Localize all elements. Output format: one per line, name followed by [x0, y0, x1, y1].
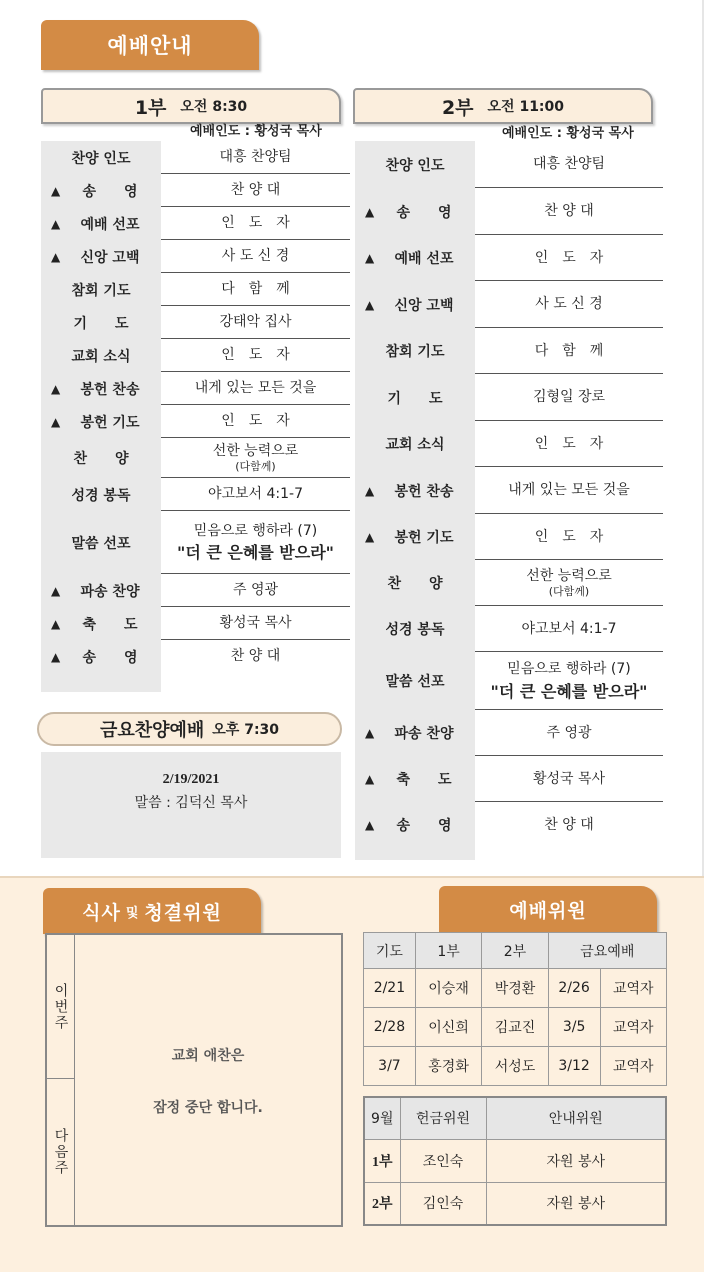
order-row [41, 306, 350, 339]
order-value-text: 내게 있는 모든 것을 [194, 380, 317, 397]
usher-row [364, 1139, 666, 1182]
order-label [41, 339, 161, 372]
order-label-text: 교회 소식 [385, 437, 445, 453]
order-label [355, 710, 475, 756]
order-value-text: 인 도 자 [221, 215, 290, 232]
order-row [41, 339, 350, 372]
triangle-icon: ▲ [51, 649, 61, 664]
committee-cell: 홍경화 [415, 1047, 481, 1086]
order-value-text: 인 도 자 [221, 347, 290, 364]
order-label [41, 574, 161, 607]
friday-speaker: 말씀 : 김덕신 목사 [134, 795, 248, 811]
triangle-icon: ▲ [51, 616, 61, 631]
triangle-icon: ▲ [51, 216, 61, 231]
order-row [355, 328, 663, 374]
order-label-text: 축 도 [396, 772, 452, 788]
service2-tab [353, 88, 653, 124]
order-value [161, 248, 350, 265]
order-value-text: 사 도 신 경 [221, 248, 290, 265]
order-row [355, 467, 663, 514]
committee-row [364, 1008, 667, 1047]
meal-title-main: 식사 [82, 901, 121, 924]
order-label [41, 273, 161, 306]
order-row [41, 640, 350, 673]
usher-header: 안내위원 [486, 1097, 666, 1139]
committee-cell: 서성도 [482, 1047, 548, 1086]
order-value [161, 413, 350, 430]
order-value-text: 김형일 장로 [532, 389, 606, 406]
service2-title: 2부 [441, 96, 474, 119]
order-value [161, 443, 350, 473]
committee-cell: 3/12 [548, 1047, 600, 1086]
order-label-text: 참회 기도 [71, 282, 131, 299]
order-value [475, 568, 663, 598]
order-row [41, 240, 350, 273]
order-value [475, 156, 663, 173]
committee-title-text: 예배위원 [509, 899, 587, 922]
meal-notice [75, 935, 341, 1225]
order-label-text: 성경 봉독 [71, 487, 131, 504]
order-label-text: 찬 양 [73, 451, 129, 467]
order-row [41, 438, 350, 478]
committee-section [0, 876, 704, 1272]
triangle-icon: ▲ [365, 483, 375, 498]
triangle-icon: ▲ [365, 297, 375, 312]
order-value-text: 인 도 자 [534, 528, 604, 545]
order-row [41, 607, 350, 640]
order-row [355, 606, 663, 652]
order-value [161, 182, 350, 199]
order-value [161, 615, 350, 632]
triangle-icon: ▲ [365, 772, 375, 786]
order-value-text: 찬 양 대 [230, 648, 281, 665]
service2-time: 오전 11:00 [487, 99, 565, 115]
usher-cell: 자원 봉사 [486, 1139, 666, 1182]
order-value [161, 486, 350, 503]
order-value-text: 강태악 집사 [219, 314, 292, 331]
triangle-icon: ▲ [51, 183, 61, 198]
order-label [41, 240, 161, 273]
order-row [355, 235, 663, 281]
order-label [41, 438, 161, 478]
committee-header: 기도 [364, 933, 416, 969]
sermon-title: "더 큰 은혜를 받으라" [176, 543, 335, 563]
order-label-text: 신앙 고백 [394, 297, 454, 314]
order-row [41, 141, 350, 174]
worship-guide-title-text: 예배안내 [107, 34, 193, 58]
order-label-text: 찬 양 [387, 576, 443, 592]
order-value-text: 믿음으로 행하라 (7) [193, 522, 318, 539]
service2-leader: 예배인도 : 황성국 목사 [502, 126, 634, 141]
order-value-text: 인 도 자 [534, 249, 604, 266]
order-label [355, 802, 475, 848]
order-label [41, 405, 161, 438]
order-value [161, 582, 350, 599]
order-value-sub: (다함께) [548, 584, 590, 598]
order-label-text: 파송 찬양 [394, 726, 454, 742]
order-label-text: 송 영 [396, 204, 452, 221]
meal-title-and: 및 [125, 905, 140, 921]
triangle-icon: ▲ [51, 249, 61, 264]
part-cell: 1부 [364, 1139, 400, 1182]
triangle-icon: ▲ [365, 726, 375, 740]
order-label-text: 봉헌 기도 [80, 414, 140, 431]
order-label-text: 예배 선포 [80, 216, 140, 233]
order-label [41, 207, 161, 240]
order-value [475, 529, 663, 546]
order-value [161, 149, 350, 166]
order-value [475, 250, 663, 267]
order-value-sub: (다함께) [235, 459, 276, 473]
order-value-text: 대흥 찬양팀 [532, 156, 606, 173]
order-value [161, 648, 350, 665]
order-label [355, 188, 475, 235]
order-value [161, 281, 350, 298]
order-value-text: 다 함 께 [534, 342, 604, 359]
order-label [41, 640, 161, 673]
order-value [161, 215, 350, 232]
triangle-icon: ▲ [51, 381, 61, 396]
order-value-text: 다 함 께 [221, 281, 290, 298]
triangle-icon: ▲ [365, 251, 375, 265]
committee-cell: 김교진 [482, 1008, 548, 1047]
order-value [161, 380, 350, 397]
order-row [355, 756, 663, 802]
order-row [355, 710, 663, 756]
committee-header: 1부 [415, 933, 481, 969]
order-label-text: 찬양 인도 [385, 157, 445, 174]
order-value-text: 선한 능력으로 [212, 443, 299, 459]
order-row [355, 188, 663, 235]
sermon-title: "더 큰 은혜를 받으라" [490, 681, 648, 701]
order-value-text: 인 도 자 [534, 435, 604, 452]
order-label [41, 511, 161, 574]
order-value [161, 314, 350, 331]
usher-table [363, 1096, 667, 1226]
order-label-text: 찬양 인도 [71, 150, 131, 167]
committee-cell: 2/21 [364, 969, 416, 1008]
order-label [355, 374, 475, 421]
order-row [41, 511, 350, 574]
order-label-text: 송 영 [82, 649, 138, 666]
order-value-text: 사 도 신 경 [535, 296, 603, 313]
friday-worship-title [37, 712, 342, 746]
order-label [41, 174, 161, 207]
order-row [41, 273, 350, 306]
order-value [161, 523, 350, 563]
committee-row [364, 1047, 667, 1086]
order-value-text: 내게 있는 모든 것을 [508, 482, 630, 499]
order-row [41, 207, 350, 240]
order-label [355, 756, 475, 802]
order-label-text: 축 도 [82, 616, 138, 633]
committee-header: 금요예배 [548, 933, 666, 969]
order-label [41, 141, 161, 174]
service1-title: 1부 [134, 96, 167, 119]
committee-cell: 교역자 [600, 1047, 666, 1086]
this-week-cell [47, 935, 75, 1079]
order-value-text: 황성국 목사 [532, 770, 606, 787]
usher-cell: 자원 봉사 [486, 1182, 666, 1225]
order-value-text: 대흥 찬양팀 [219, 149, 292, 166]
service1-leader: 예배인도 : 황성국 목사 [190, 124, 322, 139]
month-header: 9월 [364, 1097, 400, 1139]
order-label-text: 송 영 [82, 183, 138, 200]
order-value-text: 찬 양 대 [230, 182, 281, 199]
order-row [41, 174, 350, 207]
order-value-text: 믿음으로 행하라 (7) [507, 661, 631, 677]
order-row [355, 652, 663, 710]
friday-date: 2/19/2021 [162, 772, 220, 787]
order-label-text: 기 도 [73, 315, 129, 332]
order-value [475, 389, 663, 406]
committee-cell: 박경환 [482, 969, 548, 1008]
offering-cell: 김인숙 [400, 1182, 486, 1225]
order-value-text: 황성국 목사 [219, 615, 292, 632]
order-value [475, 771, 663, 788]
committee-cell: 교역자 [600, 969, 666, 1008]
order-value-text: 야고보서 4:1-7 [521, 620, 617, 637]
committee-cell: 교역자 [600, 1008, 666, 1047]
friday-time: 오후 7:30 [212, 722, 280, 738]
offering-cell: 조인숙 [400, 1139, 486, 1182]
meal-committee-title [43, 888, 261, 934]
order-value [475, 661, 663, 701]
service1-tab [41, 88, 341, 124]
order-label [41, 306, 161, 339]
order-label [355, 606, 475, 652]
order-label [355, 235, 475, 281]
order-value [475, 203, 663, 220]
order-label [355, 421, 475, 467]
order-label-text: 말씀 선포 [385, 674, 445, 690]
order-label [355, 328, 475, 374]
order-row [355, 421, 663, 467]
committee-cell: 이신희 [415, 1008, 481, 1047]
committee-cell: 2/26 [548, 969, 600, 1008]
order-value [161, 347, 350, 364]
order-row [355, 281, 663, 328]
order-value-text: 야고보서 4:1-7 [207, 486, 304, 503]
order-row [41, 405, 350, 438]
order-label-text: 봉헌 찬송 [80, 381, 140, 398]
this-week-label: 이번주 [52, 982, 69, 1031]
order-label-text: 교회 소식 [71, 348, 131, 365]
order-row [355, 802, 663, 848]
order-label-text: 송 영 [396, 818, 452, 834]
order-label [41, 607, 161, 640]
order-label-text: 말씀 선포 [71, 535, 131, 552]
order-label-text: 기 도 [387, 390, 443, 407]
meal-box [45, 933, 343, 1227]
order-label [41, 478, 161, 511]
order-value-text: 찬 양 대 [544, 203, 594, 220]
order-label-text: 예배 선포 [394, 251, 454, 267]
committee-title [439, 886, 657, 932]
order-label [355, 141, 475, 188]
order-value-text: 인 도 자 [221, 413, 290, 430]
triangle-icon: ▲ [51, 414, 61, 429]
order-label-text: 성경 봉독 [385, 622, 445, 638]
triangle-icon: ▲ [365, 818, 375, 832]
order-label-text: 봉헌 찬송 [394, 483, 454, 500]
order-label [355, 560, 475, 606]
offering-header: 헌금위원 [400, 1097, 486, 1139]
order-row [355, 514, 663, 560]
order-label-text: 참회 기도 [385, 344, 445, 360]
next-week-label: 다음주 [52, 1128, 69, 1176]
order-row [41, 478, 350, 511]
friday-worship-info [41, 752, 341, 858]
order-value [475, 296, 663, 313]
order-label [355, 281, 475, 328]
order-row [355, 141, 663, 188]
friday-title-text: 금요찬양예배 [99, 720, 205, 741]
order-row [41, 574, 350, 607]
worship-guide-title [41, 20, 259, 70]
meal-title-rest: 청결위원 [144, 901, 222, 924]
committee-header: 2부 [482, 933, 548, 969]
meal-notice-line2: 잠정 중단 합니다. [153, 1100, 263, 1116]
committee-row [364, 969, 667, 1008]
committee-cell: 3/7 [364, 1047, 416, 1086]
committee-cell: 2/28 [364, 1008, 416, 1047]
order-value [475, 482, 663, 499]
service2-order [355, 141, 663, 860]
order-row [355, 560, 663, 606]
order-value-text: 주 영광 [546, 724, 592, 741]
order-value [475, 725, 663, 742]
service1-order [41, 141, 350, 692]
usher-row [364, 1182, 666, 1225]
order-label-text: 신앙 고백 [80, 249, 140, 266]
meal-notice-line1: 교회 애찬은 [171, 1048, 245, 1064]
order-value [475, 817, 663, 834]
triangle-icon: ▲ [365, 530, 375, 544]
order-row [41, 372, 350, 405]
order-value-text: 찬 양 대 [544, 816, 594, 833]
order-label [355, 467, 475, 514]
committee-table [363, 932, 667, 1086]
part-cell: 2부 [364, 1182, 400, 1225]
order-value [475, 621, 663, 638]
order-label [355, 652, 475, 710]
service1-time: 오전 8:30 [180, 99, 248, 115]
committee-cell: 이승재 [415, 969, 481, 1008]
triangle-icon: ▲ [51, 583, 61, 598]
triangle-icon: ▲ [365, 204, 375, 219]
order-value-text: 선한 능력으로 [526, 568, 612, 584]
order-label [355, 514, 475, 560]
order-value [475, 436, 663, 453]
order-label-text: 봉헌 기도 [394, 530, 454, 546]
committee-cell: 3/5 [548, 1008, 600, 1047]
order-label-text: 파송 찬양 [80, 583, 140, 600]
order-label [41, 372, 161, 405]
order-value [475, 343, 663, 360]
next-week-cell [47, 1079, 75, 1225]
order-value-text: 주 영광 [232, 582, 279, 599]
order-row [355, 374, 663, 421]
